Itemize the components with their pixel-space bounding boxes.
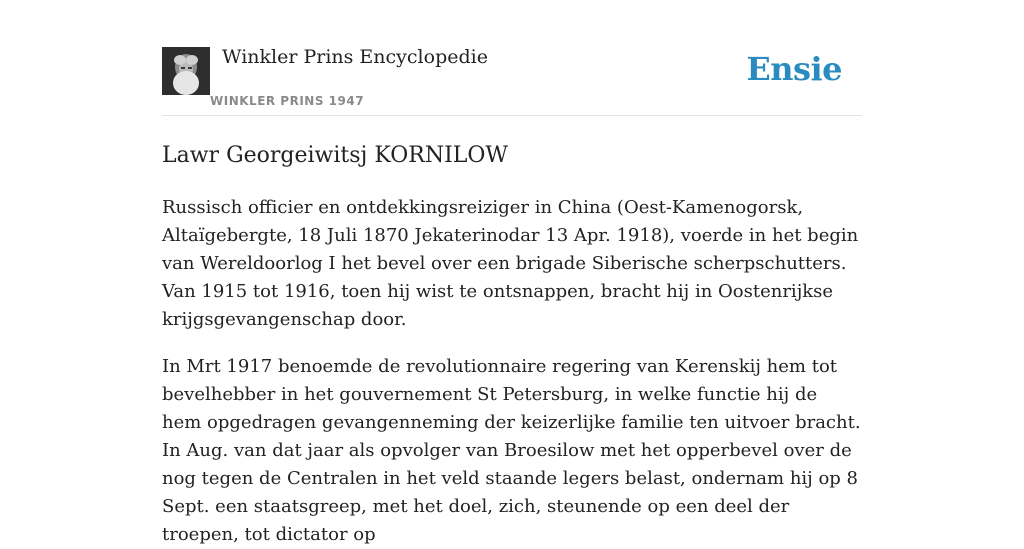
brand-logo[interactable]: Ensie	[746, 50, 842, 88]
site-header	[162, 0, 862, 116]
article-title: Lawr Georgeiwitsj KORNILOW	[162, 143, 509, 168]
site-subtitle[interactable]: WINKLER PRINS 1947	[210, 94, 365, 108]
article-body	[162, 194, 862, 549]
article-paragraph: Russisch officier en ontdekkingsreiziger in China (Oest-Kamenogorsk, Altaïgebergte, 18 Juli 1870 Jekaterinodar 13 Apr. 1918), voerde in het begin van Wereldoorlog I het bevel over een brigade Siberische scherpschutters. Van 1915 tot 1916, toen hij wist te ontsnappen, bracht hij in Oostenrijkse krijgsgevangenschap door.	[162, 197, 859, 330]
article-paragraph: In Mrt 1917 benoemde de revolutionnaire regering van Kerenskij hem tot bevelhebber in het gouvernement St Petersburg, in welke functie hij de hem opgedragen gevangenneming der keizerlijke familie ten uitvoer bracht. In Aug. van dat jaar als opvolger van Broesilow met het opperbevel over de nog tegen de Centralen in het veld staande legers belast, ondernam hij op 8 Sept. een staatsgreep, met het doel, zich, steunende op een deel der troepen, tot dictator op	[162, 356, 861, 545]
portrait-icon	[162, 47, 210, 95]
site-title[interactable]: Winkler Prins Encyclopedie	[222, 46, 488, 68]
portrait-avatar[interactable]	[162, 47, 210, 95]
main-container	[162, 0, 862, 549]
